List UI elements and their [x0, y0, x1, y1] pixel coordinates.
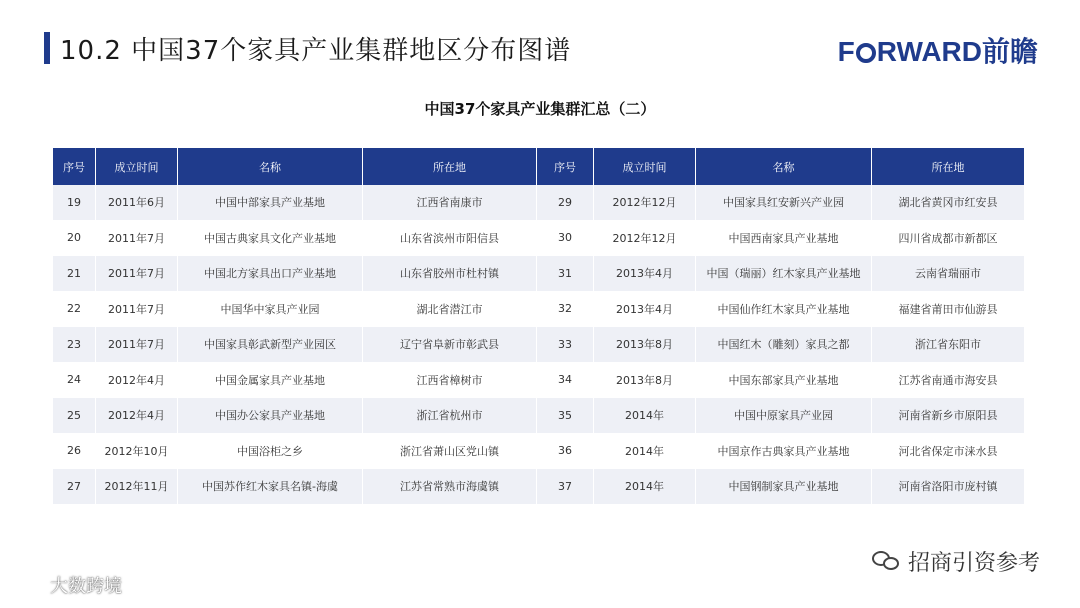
cell-name: 中国金属家具产业基地	[178, 363, 363, 399]
source-watermark	[8, 572, 122, 598]
table-row	[53, 185, 1024, 221]
cell-index: 30	[537, 221, 594, 257]
cell-date: 2013年4月	[594, 256, 696, 292]
cell-date: 2014年	[594, 398, 696, 434]
cell-date: 2011年7月	[96, 327, 178, 363]
cell-date: 2012年4月	[96, 363, 178, 399]
table-row	[53, 292, 1024, 328]
col-header-date-left: 成立时间	[96, 148, 178, 185]
cell-date: 2011年7月	[96, 292, 178, 328]
wechat-account-label: 招商引资参考	[907, 551, 1040, 576]
cell-index: 29	[537, 185, 594, 221]
col-header-date-right: 成立时间	[594, 148, 696, 185]
title-accent-bar	[44, 32, 50, 64]
cell-date: 2012年12月	[594, 221, 696, 257]
col-header-location-right: 所在地	[872, 148, 1024, 185]
cell-index: 27	[53, 469, 96, 505]
cell-date: 2012年11月	[96, 469, 178, 505]
cell-index: 33	[537, 327, 594, 363]
cell-location: 湖北省黄冈市红安县	[872, 185, 1024, 221]
cell-index: 19	[53, 185, 96, 221]
wechat-icon	[872, 549, 902, 573]
cell-location: 山东省滨州市阳信县	[363, 221, 537, 257]
cell-name: 中国仙作红木家具产业基地	[696, 292, 872, 328]
cell-index: 31	[537, 256, 594, 292]
source-logo-icon	[8, 574, 44, 596]
cell-name: 中国钢制家具产业基地	[696, 469, 872, 505]
cell-date: 2011年7月	[96, 221, 178, 257]
cell-name: 中国中部家具产业基地	[178, 185, 363, 221]
cell-date: 2014年	[594, 434, 696, 470]
cell-name: 中国浴柜之乡	[178, 434, 363, 470]
brand-logo-suffix: RWARD前瞻	[876, 36, 1038, 67]
cell-date: 2013年8月	[594, 327, 696, 363]
table-row	[53, 469, 1024, 505]
page-title: 10.2 中国37个家具产业集群地区分布图谱	[60, 36, 572, 66]
cell-location: 河北省保定市涞水县	[872, 434, 1024, 470]
cell-index: 35	[537, 398, 594, 434]
cell-location: 山东省胶州市杜村镇	[363, 256, 537, 292]
cell-name: 中国办公家具产业基地	[178, 398, 363, 434]
cell-name: 中国北方家具出口产业基地	[178, 256, 363, 292]
cell-date: 2014年	[594, 469, 696, 505]
cell-index: 37	[537, 469, 594, 505]
table-body	[53, 185, 1024, 505]
cell-name: 中国京作古典家具产业基地	[696, 434, 872, 470]
cell-location: 河南省新乡市原阳县	[872, 398, 1024, 434]
cell-index: 23	[53, 327, 96, 363]
cell-location: 江苏省常熟市海虞镇	[363, 469, 537, 505]
source-watermark-label: 大数跨境	[50, 576, 122, 597]
brand-o-ring-icon	[856, 43, 876, 63]
table-header-row	[53, 148, 1024, 185]
col-header-index-right: 序号	[537, 148, 594, 185]
cell-date: 2013年4月	[594, 292, 696, 328]
cell-name: 中国（瑞丽）红木家具产业基地	[696, 256, 872, 292]
cell-location: 福建省莆田市仙游县	[872, 292, 1024, 328]
table-row	[53, 327, 1024, 363]
cell-name: 中国苏作红木家具名镇-海虞	[178, 469, 363, 505]
cell-name: 中国中原家具产业园	[696, 398, 872, 434]
brand-logo	[838, 30, 1038, 70]
cell-location: 浙江省杭州市	[363, 398, 537, 434]
table-row	[53, 363, 1024, 399]
cell-index: 24	[53, 363, 96, 399]
cell-date: 2012年12月	[594, 185, 696, 221]
cell-name: 中国家具红安新兴产业园	[696, 185, 872, 221]
cell-date: 2012年10月	[96, 434, 178, 470]
clusters-table	[53, 148, 1024, 505]
cell-name: 中国东部家具产业基地	[696, 363, 872, 399]
cell-location: 江西省南康市	[363, 185, 537, 221]
cell-location: 浙江省萧山区党山镇	[363, 434, 537, 470]
col-header-location-left: 所在地	[363, 148, 537, 185]
table-row	[53, 398, 1024, 434]
table-title: 中国37个家具产业集群汇总（二）	[424, 100, 656, 118]
cell-index: 25	[53, 398, 96, 434]
cell-index: 21	[53, 256, 96, 292]
cell-index: 36	[537, 434, 594, 470]
cell-name: 中国红木（雕刻）家具之都	[696, 327, 872, 363]
cell-date: 2011年6月	[96, 185, 178, 221]
cell-index: 32	[537, 292, 594, 328]
cell-index: 34	[537, 363, 594, 399]
cell-location: 湖北省潜江市	[363, 292, 537, 328]
cell-location: 江苏省南通市海安县	[872, 363, 1024, 399]
cell-date: 2012年4月	[96, 398, 178, 434]
col-header-name-left: 名称	[178, 148, 363, 185]
cell-name: 中国古典家具文化产业基地	[178, 221, 363, 257]
cell-index: 26	[53, 434, 96, 470]
cell-date: 2011年7月	[96, 256, 178, 292]
cell-name: 中国华中家具产业园	[178, 292, 363, 328]
cell-index: 20	[53, 221, 96, 257]
cell-location: 辽宁省阜新市彰武县	[363, 327, 537, 363]
cell-location: 浙江省东阳市	[872, 327, 1024, 363]
cell-location: 江西省樟树市	[363, 363, 537, 399]
table-row	[53, 434, 1024, 470]
cell-name: 中国家具彰武新型产业园区	[178, 327, 363, 363]
cell-date: 2013年8月	[594, 363, 696, 399]
cell-location: 云南省瑞丽市	[872, 256, 1024, 292]
wechat-account	[872, 546, 1040, 577]
table-row	[53, 256, 1024, 292]
table-row	[53, 221, 1024, 257]
col-header-name-right: 名称	[696, 148, 872, 185]
brand-logo-prefix: F	[837, 36, 855, 67]
col-header-index-left: 序号	[53, 148, 96, 185]
cell-name: 中国西南家具产业基地	[696, 221, 872, 257]
cell-index: 22	[53, 292, 96, 328]
cell-location: 河南省洛阳市庞村镇	[872, 469, 1024, 505]
cell-location: 四川省成都市新都区	[872, 221, 1024, 257]
